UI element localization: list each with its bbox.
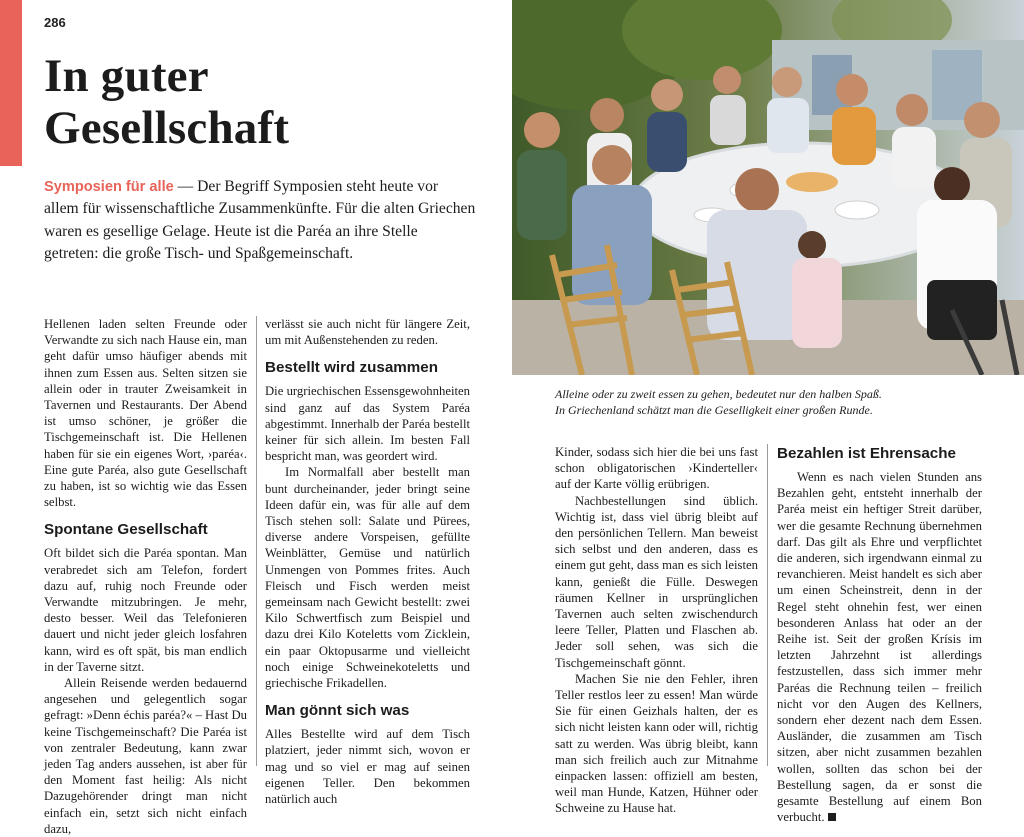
title-line-2: Gesellschaft: [44, 102, 290, 154]
photo-caption: [555, 386, 985, 418]
title-line-1: In guter: [44, 50, 209, 102]
paragraph: verlässt sie auch nicht für längere Zeit, um mit Außenstehenden zu reden.: [265, 317, 470, 348]
subheading-bezahlen-ist-ehrensache: Bezahlen ist Ehrensache: [777, 445, 956, 462]
column-2: [265, 316, 470, 807]
subheading-spontane-gesellschaft: Spontane Gesellschaft: [44, 521, 208, 539]
column-rule: [767, 444, 768, 766]
page-number: 286: [44, 15, 66, 30]
paragraph: Im Normalfall aber bestellt man bunt durcheinander, jeder bringt seine Ideen dafür ein, was für alle auf dem Tisch stehen soll: Salate und Pürees, diverse andere Vorspeisen, gefüllte Weinblätter, Gemüse und natürlich Unmengen von Pommes frites. Auch Fleisch und Fisch werden meist gemeinsam nach Gewicht bestellt: zwei Kilo Schwertfisch zum Beispiel und dazu drei Kilo Koteletts vom Zicklein, ein paar Oktopusarme und vielleicht noch einige Schweinekoteletts und griechische Frikadellen.: [265, 465, 470, 691]
column-rule: [256, 316, 257, 766]
accent-bar: [0, 0, 22, 166]
lead-keyword: Symposien für alle: [44, 179, 174, 195]
end-of-article-mark: [828, 813, 836, 821]
column-1: [44, 316, 247, 837]
paragraph: Nachbestellungen sind üblich. Wichtig ist, dass viel übrig bleibt auf den persönlichen Tellern. Man beweist sich selbst und den anderen, dass es einem gut geht, dass man es sich leisten kann, genießt die Fülle. Deswegen räumen Kellner in ursprünglichen Tavernen auch selten zwischendurch leere Teller, Platten und Flaschen ab. Jeder soll sehen, was sich die Tischgemeinschaft gönnt.: [555, 493, 758, 670]
paragraph: Oft bildet sich die Paréa spontan. Man verabredet sich am Telefon, fordert dazu auf, ruhig noch Freunde oder Verwandte mitzubringen. Je mehr, desto besser. Weil das Telefonieren dauert und nicht jeder gleich losfahren kann, wird es oft spät, bis man endlich in der Taverne sitzt.: [44, 546, 247, 674]
lead-text: — Der Begriff Symposien steht heute vor allem für wissenschaftliche Zusammenkünfte. Für die alten Griechen waren es gesellige Gelage. Heute ist die Paréa an ihre Stelle getreten: die große Tisch- und Spaßgemeinschaft.: [44, 178, 476, 263]
photo-illustration: [512, 0, 1024, 375]
paragraph: Hellenen laden selten Freunde oder Verwandte zu sich nach Hause ein, man geht dafür umso häufiger abends mit ihnen zum Essen aus. Selten sitzen sie allein oder in trauter Zweisamkeit in Tavernen und Restaurants. Der Abend ist umso schöner, je größer die Tischgemeinschaft ist. Die Hellenen haben für sie ein eigenes Wort, ›paréa‹. Eine gute Paréa, also gute Gesellschaft zu haben, ist so wichtig wie das Essen selbst.: [44, 317, 247, 510]
paragraph: Kinder, sodass sich hier die bei uns fast schon obligatorischen ›Kinderteller‹ auf der Karte völlig erübrigen.: [555, 445, 758, 492]
paragraph: Alles Bestellte wird auf dem Tisch platziert, jeder nimmt sich, wovon er mag und so viel er mag auf seinen eigenen Teller. Den bekommen natürlich auch: [265, 727, 470, 807]
paragraph: Machen Sie nie den Fehler, ihren Teller restlos leer zu essen! Man würde Sie für einen Geizhals halten, der es sich nicht leisten kann oder will, richtig satt zu werden. Was übrig bleibt, kann man sich freilich auch zur Mitnahme einpacken lassen: offiziell am besten, weil man Hunde, Katzen, Hühner oder Schweine zu Hause hat.: [555, 671, 758, 816]
paragraph: [777, 469, 982, 825]
page-title: [44, 50, 289, 154]
subheading-man-goennt-sich-was: Man gönnt sich was: [265, 702, 410, 720]
paragraph-text: Wenn es nach vielen Stunden ans Bezahlen geht, entsteht innerhalb der Paréa meist ein heftiger Streit darüber, wer die gesamte Rechnung übernehmen darf. Das gilt als Ehre und verpflichtet die anderen, sich irgendwann einmal zu revanchieren. Meist handelt es sich aber um einen Scheinstreit, denn in der Regel steht ohnehin fest, wer einen besonderen Anlass hat oder an der Reihe ist. Seit der großen Krísis im letzten Jahrzehnt ist allerdings festzustellen, dass sich immer mehr Paréas die Rechnung teilen – freilich nicht vor den Augen des Kellners, sondern eher dezent nach dem Essen. Ausländer, die zusammen am Tisch sitzen, aber nicht zusammen bezahlen wollen, sollten das schon bei der Bestellung sagen, da er sonst die gesamte Bestellung auf einem Bon verbucht.: [777, 470, 982, 825]
lead-paragraph: [44, 176, 476, 266]
paragraph: Die urgriechischen Essensgewohnheiten sind ganz auf das System Paréa abgestimmt. Innerhalb der Paréa bestellt keiner für sich allein. Im besten Fall bespricht man, was geordert wird.: [265, 384, 470, 464]
column-4: [777, 444, 982, 825]
column-3: [555, 444, 758, 817]
caption-line-2: In Griechenland schätzt man die Geselligkeit einer großen Runde.: [555, 403, 873, 417]
photo-image: [512, 0, 1024, 375]
subheading-bestellt-wird-zusammen: Bestellt wird zusammen: [265, 359, 439, 377]
caption-line-1: Alleine oder zu zweit essen zu gehen, bedeutet nur den halben Spaß.: [555, 387, 882, 401]
paragraph: Allein Reisende werden bedauernd angesehen und gelegentlich sogar gefragt: »Denn échis paréa?« – Hast Du keine Tischgemeinschaft? Die Paréa ist von zentraler Bedeutung, kann zwar jeden Tag anders aussehen, ist aber für den Moment fast heilig: Als nicht Dazugehörender dringt man nicht einfach ein, setzt sich nicht einfach dazu,: [44, 676, 247, 836]
